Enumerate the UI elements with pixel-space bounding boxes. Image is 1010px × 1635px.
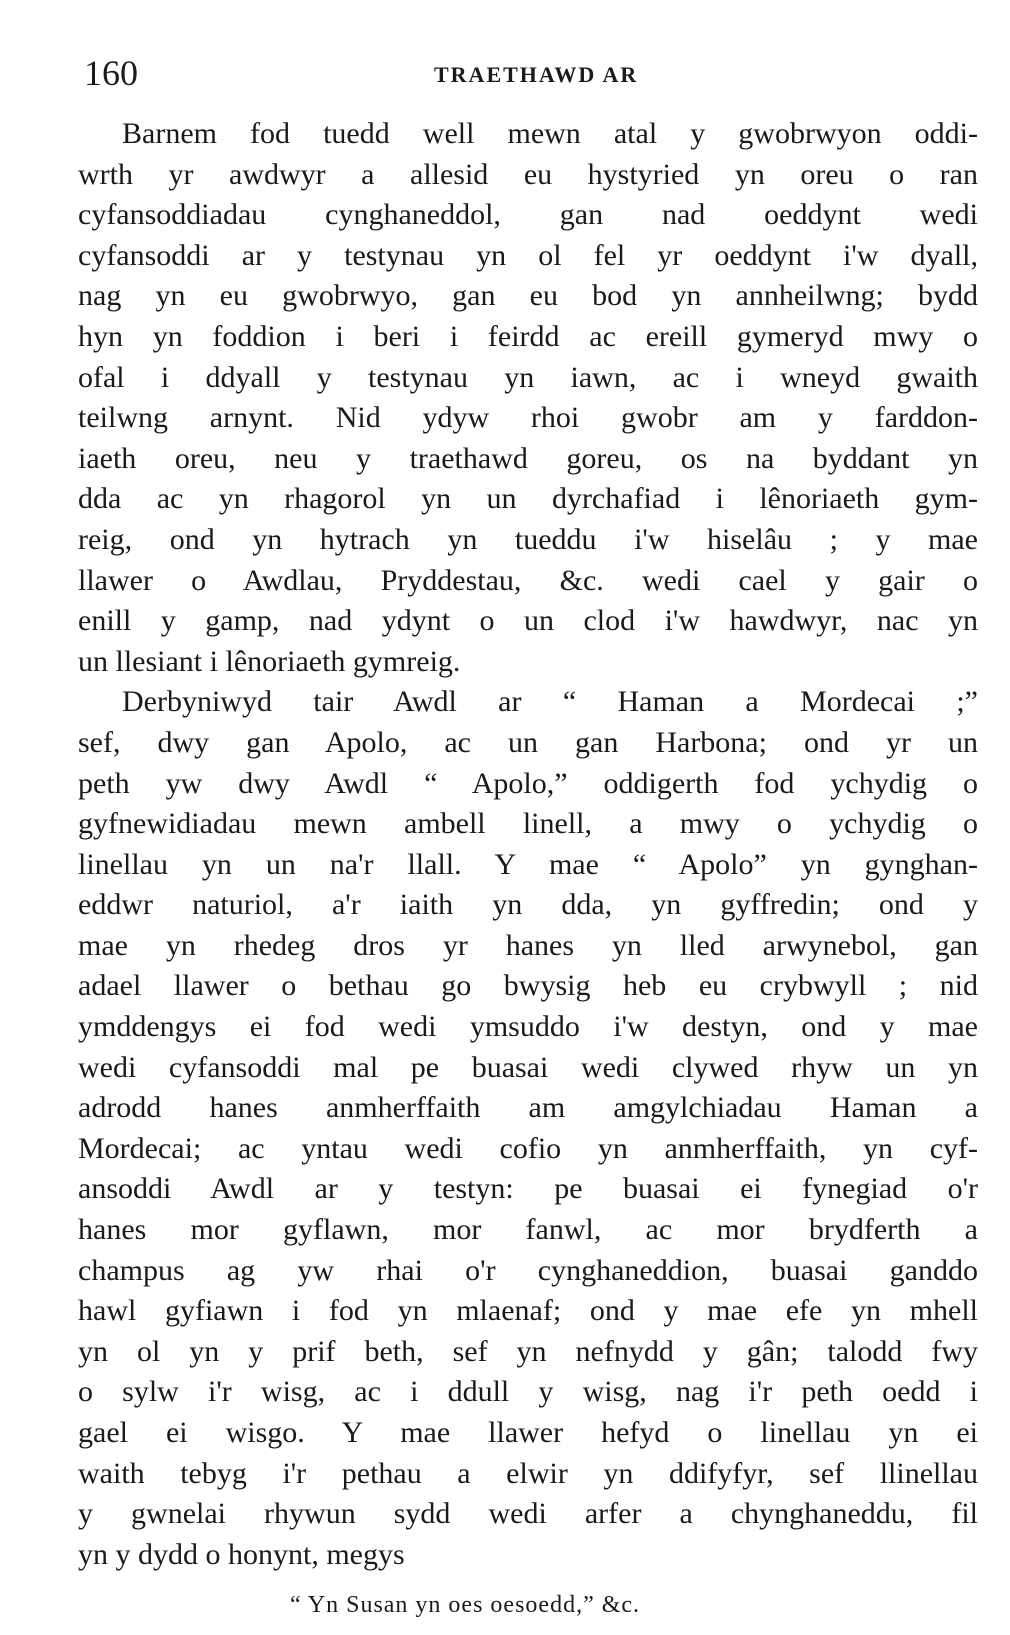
text-line: yn ol yn y prif beth, sef yn nefnydd y gân; talodd fwy (78, 1334, 978, 1368)
text-line: y gwnelai rhywun sydd wedi arfer a chynghaneddu, fil (78, 1497, 978, 1531)
page-number: 160 (84, 53, 138, 93)
text-line: hanes mor gyflawn, mor fanwl, ac mor brydferth a (78, 1213, 978, 1247)
text-line: un llesiant i lênoriaeth gymreig. (78, 644, 461, 678)
text-line: peth yw dwy Awdl “ Apolo,” oddigerth fod ychydig o (78, 766, 978, 800)
text-line: linellau yn un na'r llall. Y mae “ Apolo” yn gynghan- (78, 847, 978, 881)
text-line: teilwng arnynt. Nid ydyw rhoi gwobr am y farddon- (78, 401, 978, 435)
text-line: ansoddi Awdl ar y testyn: pe buasai ei fynegiad o'r (78, 1172, 978, 1206)
running-head (84, 52, 980, 96)
text-line: cyfansoddiadau cynghaneddol, gan nad oeddynt wedi (78, 198, 978, 232)
text-line: iaeth oreu, neu y traethawd goreu, os na byddant yn (78, 441, 978, 475)
quoted-verse: “ Yn Susan yn oes oesoedd,” &c. (290, 1592, 641, 1618)
text-line: hawl gyfiawn i fod yn mlaenaf; ond y mae efe yn mhell (78, 1294, 978, 1328)
text-line: Barnem fod tuedd well mewn atal y gwobrwyon oddi- (122, 117, 978, 150)
text-line: enill y gamp, nad ydynt o un clod i'w hawdwyr, nac yn (78, 604, 978, 638)
text-line: hyn yn foddion i beri i feirdd ac ereill gymeryd mwy o (78, 319, 978, 353)
text-line: waith tebyg i'r pethau a elwir yn ddifyfyr, sef llinellau (78, 1456, 978, 1490)
text-line: wrth yr awdwyr a allesid eu hystyried yn oreu o ran (78, 157, 978, 191)
running-title: TRAETHAWD AR (434, 62, 639, 87)
text-line: ymddengys ei fod wedi ymsuddo i'w destyn, ond y mae (78, 1010, 978, 1044)
body-text (78, 114, 978, 1575)
text-line: wedi cyfansoddi mal pe buasai wedi clywed rhyw un yn (78, 1050, 978, 1084)
text-line: sef, dwy gan Apolo, ac un gan Harbona; ond yr un (78, 725, 978, 759)
text-line: eddwr naturiol, a'r iaith yn dda, yn gyffredin; ond y (78, 888, 978, 922)
text-line: adael llawer o bethau go bwysig heb eu crybwyll ; nid (78, 969, 978, 1003)
text-line: ofal i ddyall y testynau yn iawn, ac i wneyd gwaith (78, 360, 978, 394)
text-line: adrodd hanes anmherffaith am amgylchiadau Haman a (78, 1091, 978, 1125)
text-line: Mordecai; ac yntau wedi cofio yn anmherffaith, yn cyf- (78, 1131, 978, 1165)
text-line: dda ac yn rhagorol yn un dyrchafiad i lênoriaeth gym- (78, 482, 978, 516)
text-line: o sylw i'r wisg, ac i ddull y wisg, nag i'r peth oedd i (78, 1375, 978, 1409)
text-line: yn y dydd o honynt, megys (78, 1537, 405, 1571)
text-line: mae yn rhedeg dros yr hanes yn lled arwynebol, gan (78, 928, 978, 962)
text-line: Derbyniwyd tair Awdl ar “ Haman a Mordecai ;” (122, 685, 978, 719)
text-line: gael ei wisgo. Y mae llawer hefyd o linellau yn ei (78, 1416, 978, 1449)
text-line: llawer o Awdlau, Pryddestau, &c. wedi cael y gair o (78, 563, 978, 597)
text-line: champus ag yw rhai o'r cynghaneddion, buasai ganddo (78, 1253, 978, 1287)
text-line: cyfansoddi ar y testynau yn ol fel yr oeddynt i'w dyall, (78, 238, 978, 272)
text-line: nag yn eu gwobrwyo, gan eu bod yn annheilwng; bydd (78, 279, 978, 313)
text-line: gyfnewidiadau mewn ambell linell, a mwy o ychydig o (78, 807, 978, 841)
text-line: reig, ond yn hytrach yn tueddu i'w hiselâu ; y mae (78, 522, 978, 556)
